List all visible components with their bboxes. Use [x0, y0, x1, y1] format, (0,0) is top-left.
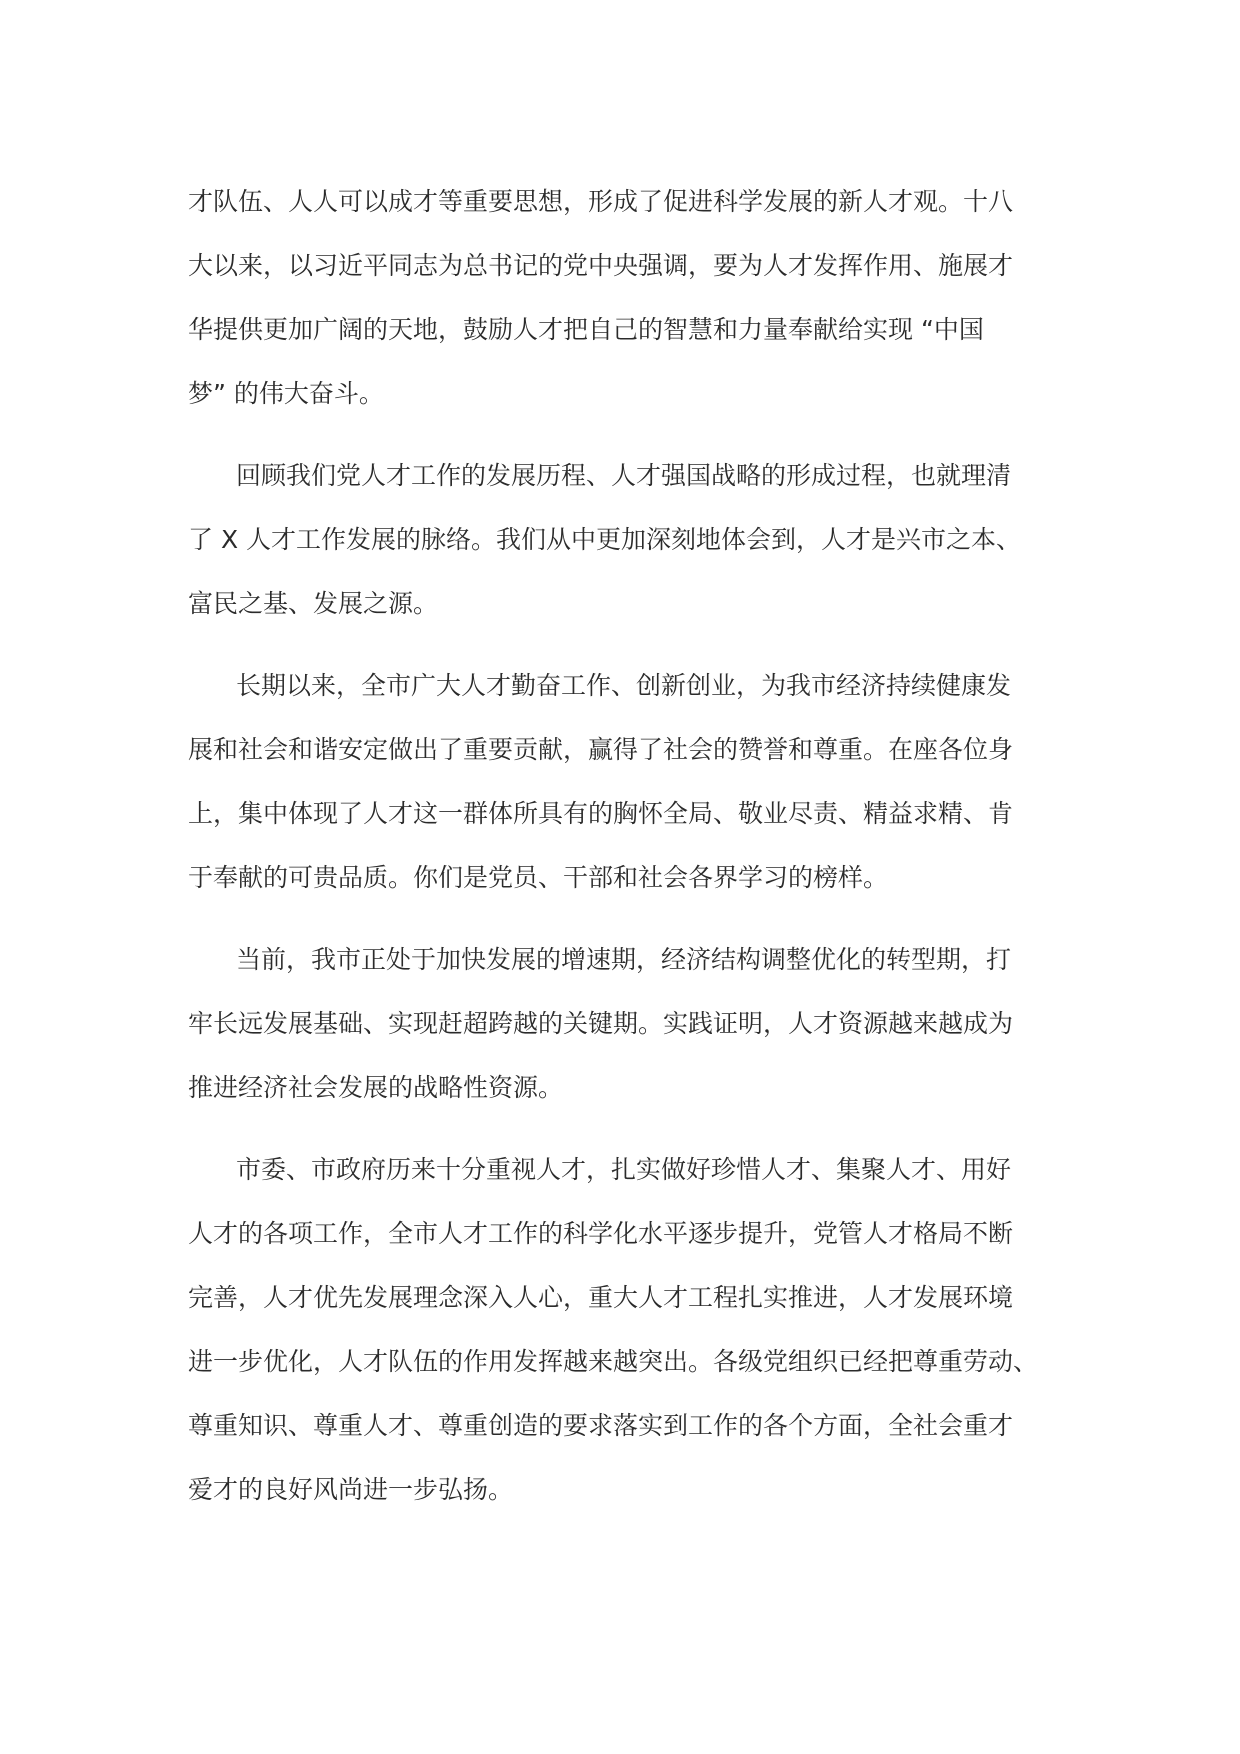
- text-line: 完善，人才优先发展理念深入人心，重大人才工程扎实推进，人才发展环境: [188, 1283, 1014, 1312]
- text-line: 尊重知识、尊重人才、尊重创造的要求落实到工作的各个方面，全社会重才: [188, 1411, 1014, 1440]
- text-line: 进一步优化，人才队伍的作用发挥越来越突出。各级党组织已经把尊重劳动、: [188, 1347, 1039, 1376]
- text-line: 展和社会和谐安定做出了重要贡献，赢得了社会的赞誉和尊重。在座各位身: [188, 735, 1014, 764]
- text-line: 人才的各项工作，全市人才工作的科学化水平逐步提升，党管人才格局不断: [188, 1219, 1014, 1248]
- text-line-first: 长期以来，全市广大人才勤奋工作、创新创业，为我市经济持续健康发: [236, 671, 1012, 700]
- text-line-first: 回顾我们党人才工作的发展历程、人才强国战略的形成过程，也就理清: [236, 461, 1012, 490]
- text-line: 于奉献的可贵品质。你们是党员、干部和社会各界学习的榜样。: [188, 863, 889, 892]
- paragraph-4: [188, 928, 1058, 1120]
- paragraph-1: [188, 170, 1058, 426]
- text-line: 大以来，以习近平同志为总书记的党中央强调，要为人才发挥作用、施展才: [188, 251, 1014, 280]
- text-line: 梦” 的伟大奋斗。: [188, 379, 384, 408]
- text-line: 才队伍、人人可以成才等重要思想，形成了促进科学发展的新人才观。十八: [188, 187, 1014, 216]
- paragraph-5: [188, 1138, 1058, 1522]
- text-line: 华提供更加广阔的天地，鼓励人才把自己的智慧和力量奉献给实现 “中国: [188, 315, 984, 344]
- text-line: 富民之基、发展之源。: [188, 589, 439, 618]
- text-line: 推进经济社会发展的战略性资源。: [188, 1073, 564, 1102]
- text-line: 了 X 人才工作发展的脉络。我们从中更加深刻地体会到，人才是兴市之本、: [188, 525, 1022, 554]
- text-line: 上，集中体现了人才这一群体所具有的胸怀全局、敬业尽责、精益求精、肯: [188, 799, 1014, 828]
- paragraph-2: [188, 444, 1058, 636]
- text-line-first: 市委、市政府历来十分重视人才，扎实做好珍惜人才、集聚人才、用好: [236, 1155, 1012, 1184]
- text-line-first: 当前，我市正处于加快发展的增速期，经济结构调整优化的转型期，打: [236, 945, 1012, 974]
- text-line: 爱才的良好风尚进一步弘扬。: [188, 1475, 514, 1504]
- text-line: 牢长远发展基础、实现赶超跨越的关键期。实践证明，人才资源越来越成为: [188, 1009, 1014, 1038]
- paragraph-3: [188, 654, 1058, 910]
- document-body: [188, 170, 1058, 1522]
